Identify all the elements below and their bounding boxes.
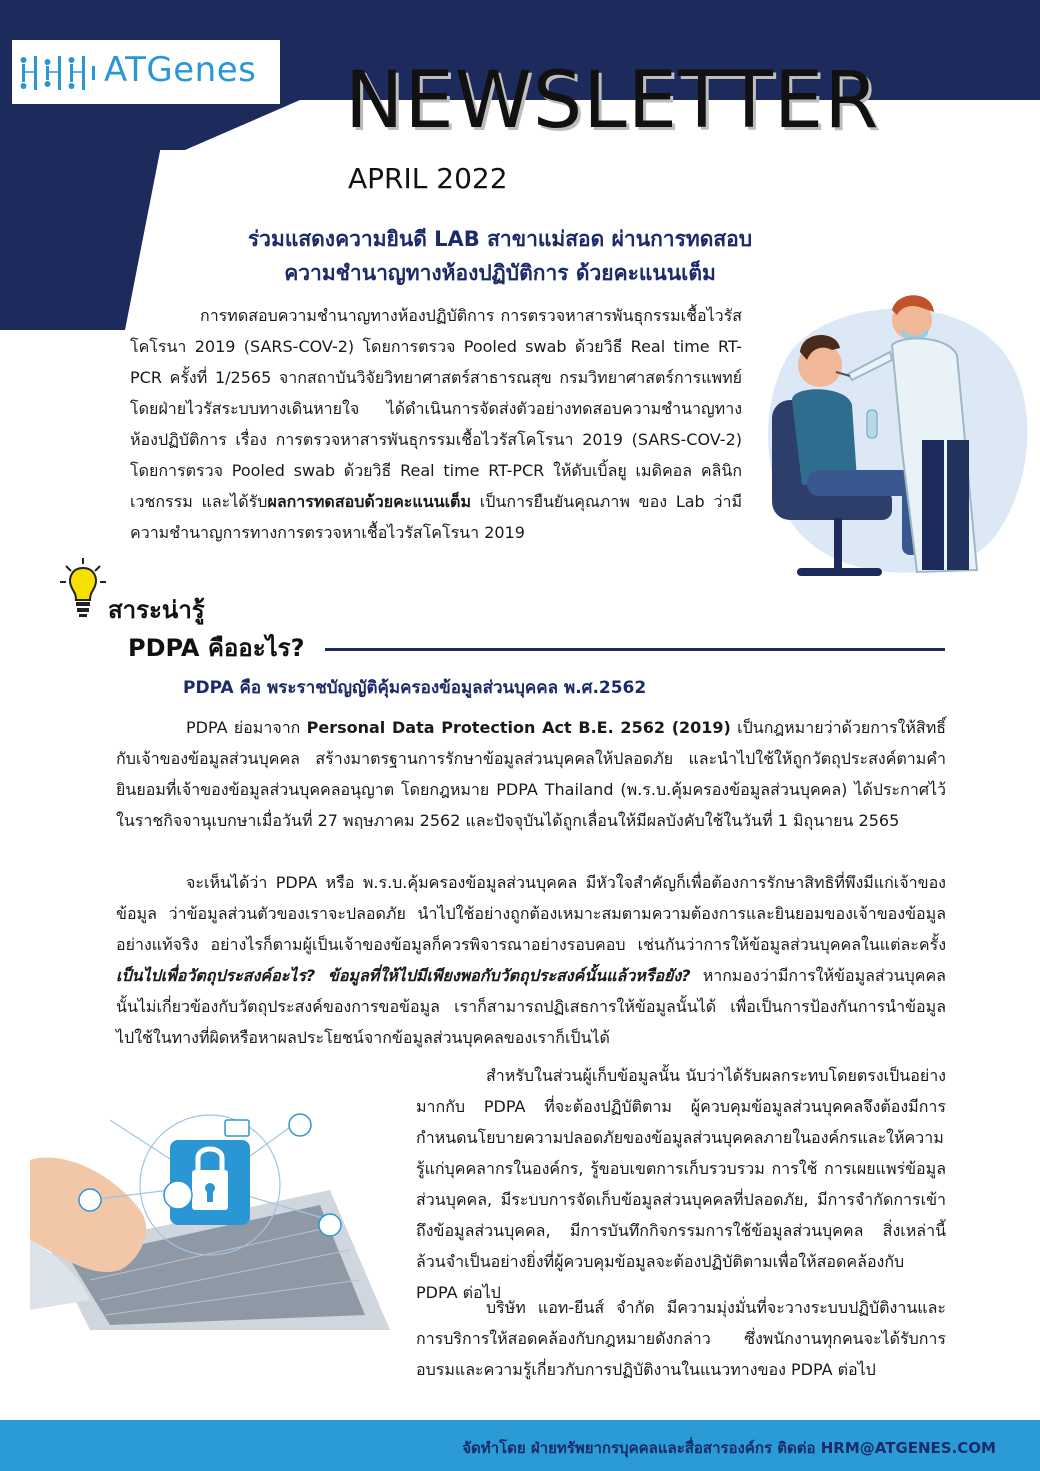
logo-text: ATGenes	[104, 50, 257, 90]
swab-test-illustration	[752, 290, 1032, 590]
lightbulb-icon	[60, 558, 106, 618]
p2-lead: จะเห็นได้ว่า PDPA หรือ พ.ร.บ.คุ้มครองข้อมูลส่วนบุคคล มีหัวใจสำคัญก็เพื่อต้องการรักษาสิทธิที่พึงมีแก่เจ้าของข้อมูล ว่าข้อมูลส่วนตัวของเราจะปลอดภัย นำไปใช้อย่างถูกต้องเหมาะสมตามความต้องการและยินยอมของเจ้าของข้อมูลอย่างแท้จริง อย่างไรก็ตามผู้เป็นเจ้าของข้อมูลก็ควรพิจารณาอย่างรอบคอบ เช่นกันว่าการให้ข้อมูลส่วนบุคคลในแต่ละครั้ง	[116, 873, 946, 954]
newsletter-title: NEWSLETTER	[345, 56, 880, 146]
p1-rest: เป็นกฎหมายว่าด้วยการให้สิทธิ์กับเจ้าของข้อมูลส่วนบุคคล สร้างมาตรฐานการรักษาข้อมูลส่วนบุคคลให้ปลอดภัย และนำไปใช้ให้ถูกวัตถุประสงค์ตามคำยินยอมที่เจ้าของข้อมูลส่วนบุคคลอนุญาต โดยกฎหมาย PDPA Thailand (พ.ร.บ.คุ้มครองข้อมูลส่วนบุคคล) ได้ประกาศไว้ในราชกิจจานุเบกษาเมื่อวันที่ 27 พฤษภาคม 2562 และปัจจุบันได้ถูกเลื่อนให้มีผลบังคับใช้ในวันที่ 1 มิถุนายน 2565	[116, 718, 947, 830]
section-subtitle: PDPA คืออะไร?	[128, 634, 305, 662]
section-divider	[325, 648, 945, 651]
article1-text-bold: ผลการทดสอบด้วยคะแนนเต็ม	[267, 492, 471, 511]
article1-text-b: เป็นการยืนยันคุณภาพ ของ Lab ว่ามีความชำนาญการทางการตรวจหาเชื้อไวรัสโคโรนา 2019	[130, 492, 743, 542]
article1-body	[130, 300, 742, 548]
pdpa-definition: PDPA คือ พระราชบัญญัติคุ้มครองข้อมูลส่วนบุคคล พ.ศ.2562	[183, 678, 647, 698]
pdpa-paragraph-2	[116, 867, 946, 1053]
logo-mark-icon	[20, 52, 100, 94]
pdpa-paragraph-4: บริษัท แอท-ยีนส์ จำกัด มีความมุ่งมั่นที่จะวางระบบปฏิบัติงานและการบริการให้สอดคล้องกับกฎหมายดังกล่าว ซึ่งพนักงานทุกคนจะได้รับการอบรมและความรู้เกี่ยวกับการปฏิบัติงานในแนวทางของ PDPA ต่อไป	[416, 1298, 946, 1379]
p2-emphasis: เป็นไปเพื่อวัตถุประสงค์อะไร? ข้อมูลที่ให้ไปมีเพียงพอกับวัตถุประสงค์นั้นแล้วหรือยัง?	[116, 966, 691, 985]
footer-contact: จัดทำโดย ฝ่ายทรัพยากรบุคคลและสื่อสารองค์กร ติดต่อ HRM@ATGENES.COM	[462, 1439, 996, 1457]
article1-text-a: การทดสอบความชำนาญทางห้องปฏิบัติการ การตรวจหาสารพันธุกรรมเชื้อไวรัสโคโรนา 2019 (SARS-COV-2) โดยการตรวจ Pooled swab ด้วยวิธี Real time RT-PCR ครั้งที่ 1/2565 จากสถาบันวิจัยวิทยาศาสตร์สาธารณสุข กรมวิทยาศาสตร์การแพทย์ โดยฝ่ายไวรัสระบบทางเดินหายใจ ได้ดำเนินการจัดส่งตัวอย่างทดสอบความชำนาญทางห้องปฏิบัติการ เรื่อง การตรวจหาสารพันธุกรรมเชื้อไวรัสโคโรนา 2019 (SARS-COV-2) โดยการตรวจ Pooled swab ด้วยวิธี Real time RT-PCR ให้ดับเบิ้ลยู เมดิคอล คลินิกเวชกรรม และได้รับ	[130, 306, 742, 511]
p1-bold: Personal Data Protection Act B.E. 2562 (2019)	[306, 718, 731, 737]
data-security-illustration	[30, 1100, 390, 1330]
article-headline-line1: ร่วมแสดงความยินดี LAB สาขาแม่สอด ผ่านการทดสอบ	[247, 227, 753, 251]
article-headline-line2: ความชำนาญทางห้องปฏิบัติการ ด้วยคะแนนเต็ม	[284, 261, 716, 285]
section-title: สาระน่ารู้	[108, 596, 205, 624]
pdpa-paragraph-3: สำหรับในส่วนผู้เก็บข้อมูลนั้น นับว่าได้รับผลกระทบโดยตรงเป็นอย่างมากกับ PDPA ที่จะต้องปฏิบัติตาม ผู้ควบคุมข้อมูลส่วนบุคคลจึงต้องมีการกำหนดนโยบายความปลอดภัยของข้อมูลส่วนบุคคลภายในองค์กรและให้ความรู้แก่บุคคลากรในองค์กร, รู้ขอบเขตการเก็บรวบรวม การใช้ การเผยแพร่ข้อมูลส่วนบุคคล, มีระบบการจัดเก็บข้อมูลส่วนบุคคลที่ปลอดภัย, มีการจำกัดการเข้าถึงข้อมูลส่วนบุคคล, มีการบันทึกกิจกรรมการใช้ข้อมูลส่วนบุคคล สิ่งเหล่านี้ล้วนจำเป็นอย่างยิ่งที่ผู้ควบคุมข้อมูลจะต้องปฏิบัติตามเพื่อให้สอดคล้องกับ PDPA ต่อไป	[416, 1066, 946, 1302]
issue-date: APRIL 2022	[348, 162, 508, 195]
p2-rest: หากมองว่ามีการให้ข้อมูลส่วนบุคคลนั้นไม่เกี่ยวข้องกับวัตถุประสงค์ของการขอข้อมูล เราก็สามารถปฏิเสธการให้ข้อมูลนั้นได้ เพื่อเป็นการป้องกันการนำข้อมูลไปใช้ในทางที่ผิดหรือหาผลประโยชน์จากข้อมูลส่วนบุคคลของเราก็เป็นได้	[116, 966, 946, 1047]
pdpa-paragraph-1	[116, 712, 946, 836]
p1-lead: PDPA ย่อมาจาก	[186, 718, 307, 737]
